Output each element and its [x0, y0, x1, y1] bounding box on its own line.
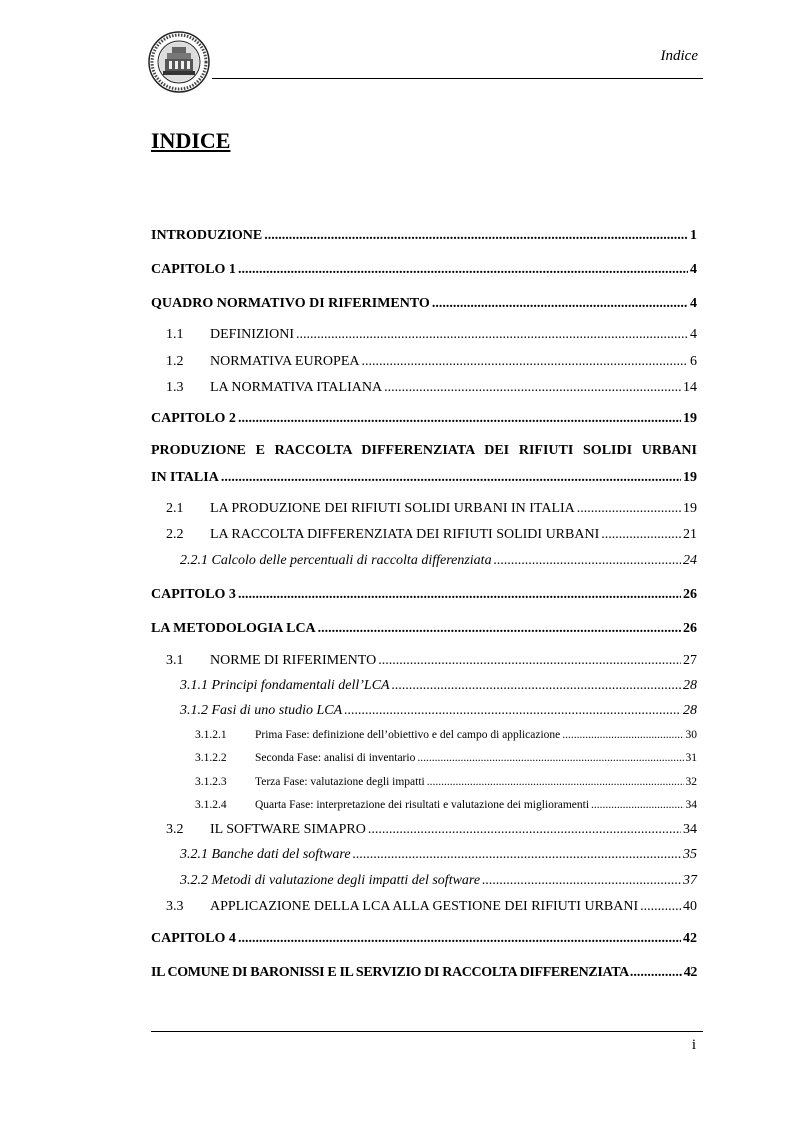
toc-entry-3-1-1[interactable]: 3.1.1 Principi fondamentali dell’LCA ..... 28: [180, 678, 697, 694]
toc-entry-3-2-1[interactable]: 3.2.1 Banche dati del software ..... 35: [180, 847, 697, 863]
toc-entry-2-2[interactable]: 2.2 LA RACCOLTA DIFFERENZIATA DEI RIFIUTI SOLIDI URBANI ..... 21: [166, 527, 697, 543]
toc-entry-capitolo-1[interactable]: CAPITOLO 1 ..... 4: [151, 262, 697, 278]
toc-entry-capitolo-3[interactable]: CAPITOLO 3 ..... 26: [151, 587, 697, 603]
toc-entry-produzione[interactable]: IN ITALIA ..... 19: [151, 470, 697, 486]
toc-entry-3-1-2-3[interactable]: 3.1.2.3 Terza Fase: valutazione degli impatti ..... 32: [195, 776, 697, 788]
footer-divider: [151, 1031, 703, 1032]
toc-entry-metodologia-lca[interactable]: LA METODOLOGIA LCA ..... 26: [151, 621, 697, 637]
toc-entry-3-1-2-4[interactable]: 3.1.2.4 Quarta Fase: interpretazione dei risultati e valutazione dei miglioramenti ..... 34: [195, 799, 697, 811]
toc-entry-1-3[interactable]: 1.3 LA NORMATIVA ITALIANA ..... 14: [166, 380, 697, 396]
toc-entry-3-2[interactable]: 3.2 IL SOFTWARE SIMAPRO ..... 34: [166, 822, 697, 838]
toc-entry-1-2[interactable]: 1.2 NORMATIVA EUROPEA ..... 6: [166, 354, 697, 370]
running-header-title: Indice: [660, 48, 698, 64]
toc-entry-1-1[interactable]: 1.1 DEFINIZIONI ..... 4: [166, 327, 697, 343]
toc-entry-3-1-2-1[interactable]: 3.1.2.1 Prima Fase: definizione dell’obiettivo e del campo di applicazione ..... 30: [195, 729, 697, 741]
toc-entry-produzione-line1[interactable]: PRODUZIONE E RACCOLTA DIFFERENZIATA DEI RIFIUTI SOLIDI URBANI: [151, 443, 697, 458]
toc-entry-comune-baronissi[interactable]: IL COMUNE DI BARONISSI E IL SERVIZIO DI RACCOLTA DIFFERENZIATA ..... 42: [151, 965, 697, 981]
toc-entry-3-3[interactable]: 3.3 APPLICAZIONE DELLA LCA ALLA GESTIONE DEI RIFIUTI URBANI ..... 40: [166, 899, 697, 915]
toc-entry-3-1-2-2[interactable]: 3.1.2.2 Seconda Fase: analisi di inventario ..... 31: [195, 752, 697, 764]
toc-entry-2-2-1[interactable]: 2.2.1 Calcolo delle percentuali di raccolta differenziata ..... 24: [180, 553, 697, 569]
toc-entry-introduzione[interactable]: INTRODUZIONE ..... 1: [151, 228, 697, 244]
toc-entry-capitolo-2[interactable]: CAPITOLO 2 ..... 19: [151, 411, 697, 427]
toc-entry-quadro-normativo[interactable]: QUADRO NORMATIVO DI RIFERIMENTO ..... 4: [151, 296, 697, 312]
page-title: INDICE: [151, 128, 231, 153]
toc-entry-2-1[interactable]: 2.1 LA PRODUZIONE DEI RIFIUTI SOLIDI URBANI IN ITALIA ..... 19: [166, 501, 697, 517]
toc-entry-3-1[interactable]: 3.1 NORME DI RIFERIMENTO ..... 27: [166, 653, 697, 669]
page-number: i: [691, 1037, 696, 1053]
toc-entry-capitolo-4[interactable]: CAPITOLO 4 ..... 42: [151, 931, 697, 947]
toc-entry-3-1-2[interactable]: 3.1.2 Fasi di uno studio LCA ..... 28: [180, 703, 697, 719]
toc-entry-3-2-2[interactable]: 3.2.2 Metodi di valutazione degli impatti del software ..... 37: [180, 873, 697, 889]
